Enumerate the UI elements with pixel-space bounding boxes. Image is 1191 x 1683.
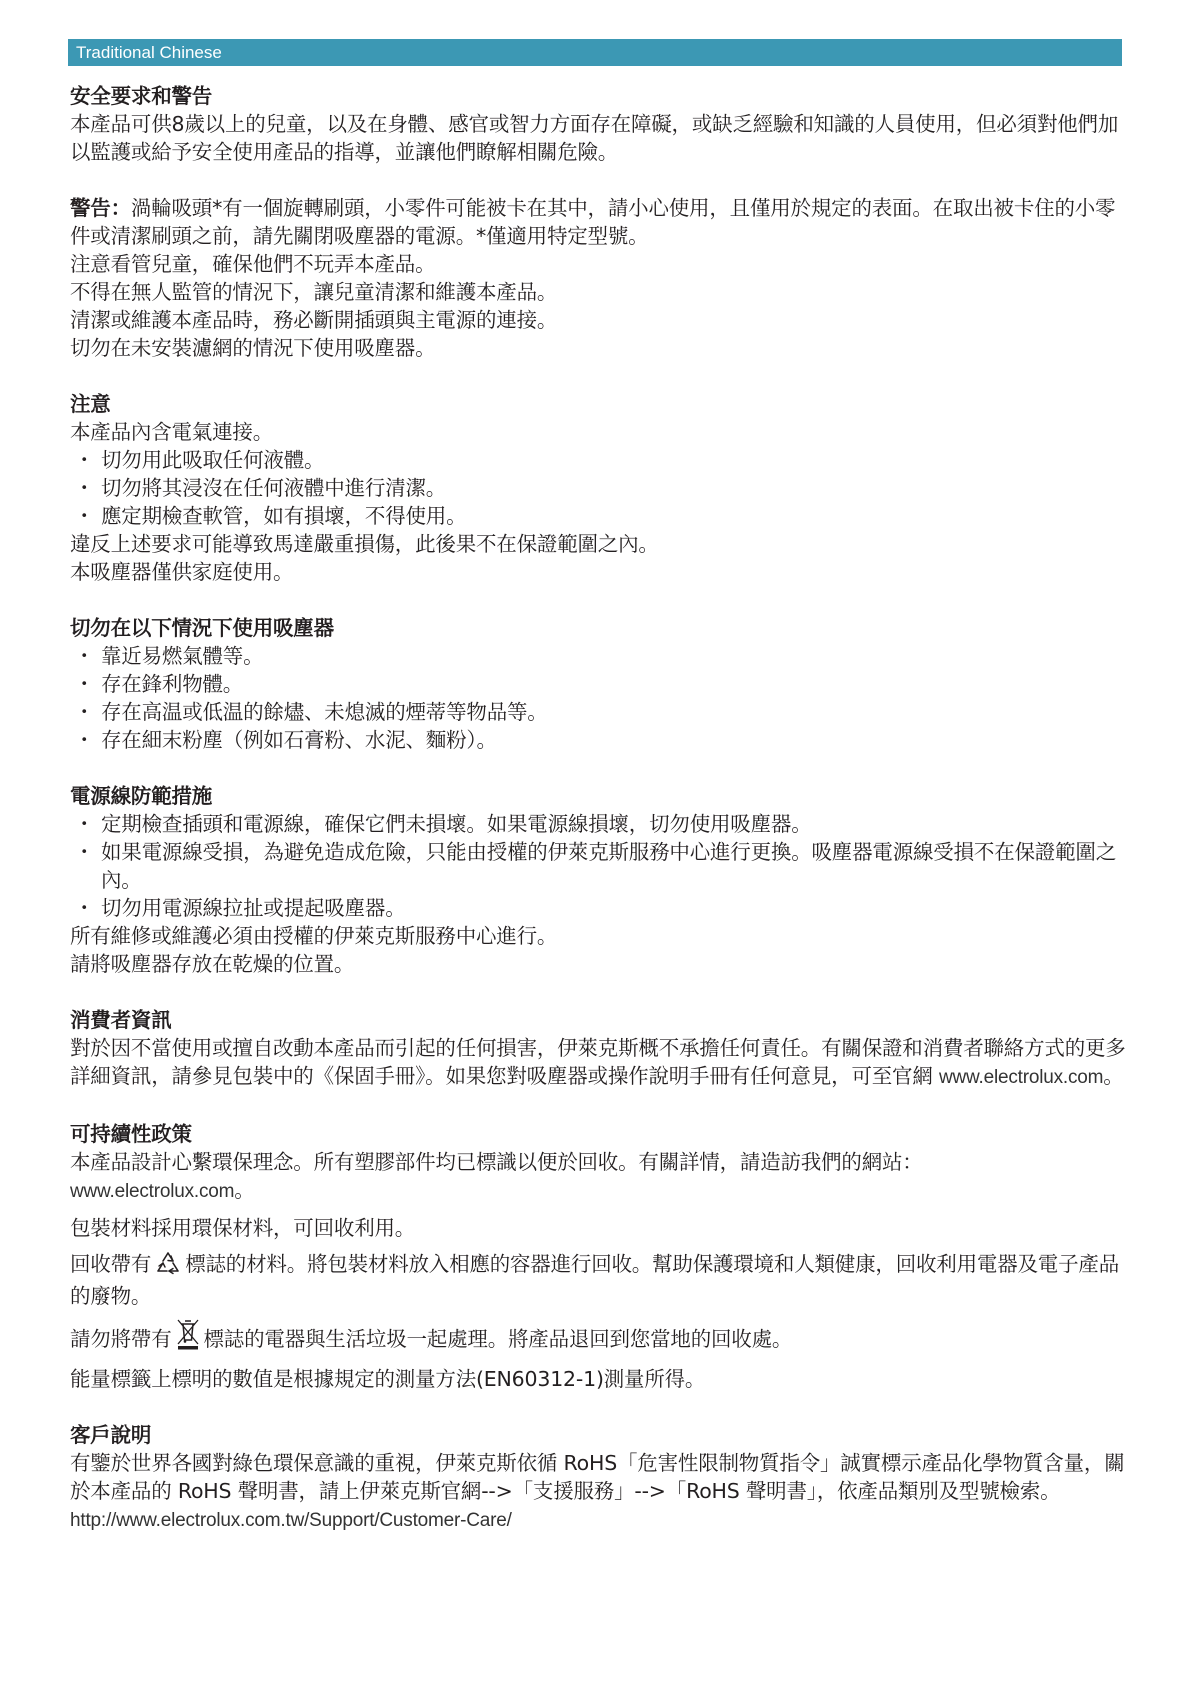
- list-item: ・ 應定期檢查軟管，如有損壞，不得使用。: [70, 502, 1132, 530]
- list-item: ・ 如果電源線受損，為避免造成危險，只能由授權的伊萊克斯服務中心進行更換。吸塵器電源線受損不在保證範圍之內。: [70, 838, 1132, 894]
- bullet-icon: ・: [74, 812, 95, 836]
- safety-line: 清潔或維護本產品時，務必斷開插頭與主電源的連接。: [70, 308, 558, 332]
- section-title-sustainability: 可持續性政策: [70, 1122, 192, 1146]
- recycle-paragraph: 回收帶有 標誌的材料。將包裝材料放入相應的容器進行回收。幫助保護環境和人類健康，回收利用電器及電子產品的廢物。: [70, 1252, 1120, 1308]
- sustain-url-line: www.electrolux.com。: [70, 1178, 255, 1202]
- section-title-never-use: 切勿在以下情況下使用吸塵器: [70, 616, 334, 640]
- energy-label-paragraph: 能量標籤上標明的數值是根據規定的測量方法(EN60312-1)測量所得。: [70, 1367, 706, 1391]
- website-link[interactable]: www.electrolux.com: [70, 1181, 235, 1202]
- list-item: ・ 定期檢查插頭和電源線，確保它們未損壞。如果電源線損壞，切勿使用吸塵器。: [70, 810, 1132, 838]
- sustain-paragraph: 包裝材料採用環保材料，可回收利用。: [70, 1216, 416, 1240]
- website-link[interactable]: www.electrolux.com: [938, 1067, 1104, 1088]
- bullet-icon: ・: [74, 672, 95, 696]
- bullet-icon: ・: [74, 896, 95, 920]
- bullet-icon: ・: [74, 504, 95, 528]
- caution-intro: 本產品內含電氣連接。: [70, 420, 273, 444]
- safety-paragraph: 本產品可供8歲以上的兒童，以及在身體、感官或智力方面存在障礙，或缺乏經驗和知識的人員使用，但必須對他們加以監護或給予安全使用產品的指導，並讓他們瞭解相關危險。: [70, 112, 1119, 164]
- section-title-cord: 電源線防範措施: [70, 784, 213, 808]
- sustain-paragraph: 本產品設計心繫環保理念。所有塑膠部件均已標識以便於回收。有關詳情，請造訪我們的網站：: [70, 1150, 923, 1174]
- warning-paragraph: [70, 194, 1132, 250]
- warning-label: 警告：: [70, 196, 131, 220]
- list-item: ・ 切勿用此吸取任何液體。: [70, 446, 1132, 474]
- manual-content: [70, 82, 1132, 1535]
- caution-line: 本吸塵器僅供家庭使用。: [70, 560, 294, 584]
- list-item: ・ 切勿將其浸沒在任何液體中進行清潔。: [70, 474, 1132, 502]
- section-title-consumer: 消費者資訊: [70, 1008, 172, 1032]
- consumer-paragraph: 對於因不當使用或擅自改動本產品而引起的任何損害，伊萊克斯概不承擔任何責任。有關保證和消費者聯絡方式的更多詳細資訊，請參見包裝中的《保固手冊》。如果您對吸塵器或操作說明手冊有任何意見，可至官網 www.electrolux.com。: [70, 1036, 1126, 1088]
- customer-url-line: [70, 1505, 1132, 1535]
- section-title-safety: 安全要求和警告: [70, 84, 213, 108]
- bullet-icon: ・: [74, 728, 95, 752]
- section-title-customer: 客戶說明: [70, 1423, 152, 1447]
- cord-line: 所有維修或維護必須由授權的伊萊克斯服務中心進行。: [70, 924, 558, 948]
- cord-line: 請將吸塵器存放在乾燥的位置。: [70, 952, 355, 976]
- list-item: ・ 存在高温或低温的餘燼、未熄滅的煙蒂等物品等。: [70, 698, 1132, 726]
- support-link[interactable]: http://www.electrolux.com.tw/Support/Customer-Care/: [70, 1510, 512, 1531]
- list-item: ・ 切勿用電源線拉扯或提起吸塵器。: [70, 894, 1132, 922]
- language-header: Traditional Chinese: [68, 39, 1122, 66]
- bullet-icon: ・: [74, 644, 95, 668]
- safety-line: 切勿在未安裝濾網的情況下使用吸塵器。: [70, 336, 436, 360]
- safety-line: 注意看管兒童，確保他們不玩弄本產品。: [70, 252, 436, 276]
- list-item: ・ 存在鋒利物體。: [70, 670, 1132, 698]
- warning-text: 渦輪吸頭*有一個旋轉刷頭，小零件可能被卡在其中，請小心使用，且僅用於規定的表面。在取出被卡住的小零件或清潔刷頭之前，請先關閉吸塵器的電源。*僅適用特定型號。: [70, 196, 1116, 248]
- customer-paragraph: 有鑒於世界各國對綠色環保意識的重視，伊萊克斯依循 RoHS「危害性限制物質指令」誠實標示產品化學物質含量，關於本產品的 RoHS 聲明書，請上伊萊克斯官網-->「支援服務」-->「RoHS 聲明書」，依產品類別及型號檢索。: [70, 1451, 1125, 1503]
- safety-line: 不得在無人監管的情況下，讓兒童清潔和維護本產品。: [70, 280, 558, 304]
- recycle-icon: [155, 1251, 181, 1282]
- bullet-icon: ・: [74, 840, 95, 864]
- bullet-icon: ・: [74, 448, 95, 472]
- section-title-caution: 注意: [70, 392, 111, 416]
- caution-line: 違反上述要求可能導致馬達嚴重損傷，此後果不在保證範圍之內。: [70, 532, 659, 556]
- weee-paragraph: 請勿將帶有 標誌的電器與生活垃圾一起處理。將產品退回到您當地的回收處。: [70, 1318, 1132, 1357]
- bullet-icon: ・: [74, 476, 95, 500]
- list-item: ・ 存在細末粉塵（例如石膏粉、水泥、麵粉）。: [70, 726, 1132, 754]
- crossed-bin-icon: [176, 1318, 200, 1357]
- list-item: ・ 靠近易燃氣體等。: [70, 642, 1132, 670]
- bullet-icon: ・: [74, 700, 95, 724]
